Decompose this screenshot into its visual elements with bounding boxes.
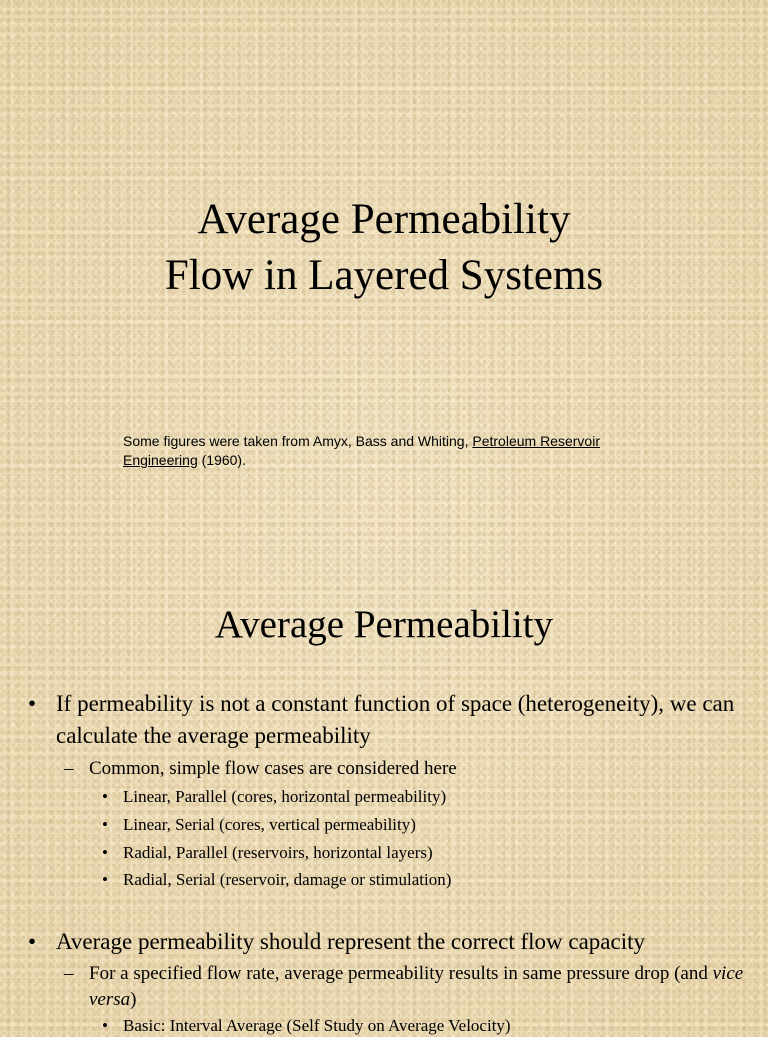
- bullet-point: [28, 926, 748, 958]
- list-item: [102, 1015, 742, 1037]
- credit-prefix: Some figures were taken from Amyx, Bass and Whiting,: [123, 433, 473, 449]
- bullet-icon: •: [28, 691, 37, 716]
- dash-icon: –: [64, 758, 74, 779]
- sub-text-after: ): [130, 989, 137, 1010]
- list-item: [102, 814, 742, 836]
- bullet-point: [28, 688, 748, 752]
- sub-text-before: For a specified flow rate, average permeability results in same pressure drop (and: [89, 963, 713, 984]
- sub-bullet: [64, 961, 754, 1013]
- bullet-icon: •: [102, 843, 108, 862]
- sub-bullet-text: Common, simple flow cases are considered here: [89, 758, 457, 779]
- list-item: [102, 869, 742, 891]
- credit-suffix: (1960).: [197, 452, 246, 468]
- book-title-link[interactable]: Petroleum Reservoir Engineering: [123, 433, 600, 468]
- list-item-text: Linear, Serial (cores, vertical permeability): [123, 815, 416, 834]
- slide-title: Average Permeability: [214, 603, 554, 646]
- title-line-1: Average Permeability: [197, 196, 571, 243]
- sub-bullet-text: [89, 961, 754, 1013]
- bullet-icon: •: [102, 1016, 108, 1035]
- bullet-icon: •: [28, 929, 37, 954]
- list-item: [102, 842, 742, 864]
- dash-icon: –: [64, 963, 74, 984]
- bullet-icon: •: [102, 870, 108, 889]
- source-credit: [123, 432, 663, 470]
- list-item-text: Radial, Parallel (reservoirs, horizontal layers): [123, 843, 433, 862]
- bullet-text: If permeability is not a constant function of space (heterogeneity), we can calculate the average permeability: [56, 691, 735, 748]
- sub-bullet: [64, 756, 754, 782]
- sub-text-italic: vice versa: [89, 963, 744, 1010]
- content-slide: [0, 560, 768, 1035]
- bullet-text: Average permeability should represent the correct flow capacity: [56, 929, 646, 954]
- title-line-2: Flow in Layered Systems: [164, 252, 604, 299]
- list-item-text: Radial, Serial (reservoir, damage or stimulation): [123, 870, 452, 889]
- list-item: [102, 786, 742, 808]
- list-item-text: Linear, Parallel (cores, horizontal permeability): [123, 787, 447, 806]
- bullet-icon: •: [102, 787, 108, 806]
- bullet-icon: •: [102, 815, 108, 834]
- slide-title: [0, 192, 768, 304]
- list-item-text: Basic: Interval Average (Self Study on Average Velocity): [123, 1016, 511, 1035]
